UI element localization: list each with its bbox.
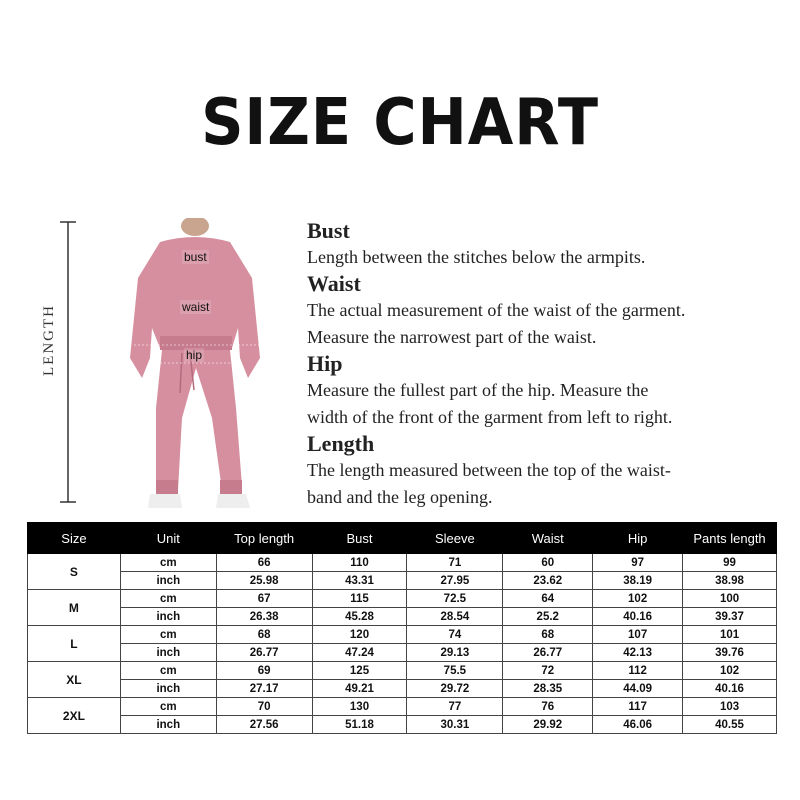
value-cell: 69 [216, 662, 312, 680]
definition-text: Measure the narrowest part of the waist. [307, 327, 597, 347]
value-cell: 99 [683, 554, 777, 572]
value-cell: 30.31 [407, 716, 503, 734]
model-figure [120, 218, 270, 510]
value-cell: 40.55 [683, 716, 777, 734]
column-header: Hip [593, 523, 683, 554]
definition-text: The actual measurement of the waist of the garment. [307, 300, 686, 320]
definition-term: Hip [307, 351, 343, 376]
value-cell: 40.16 [593, 608, 683, 626]
value-cell: 72 [503, 662, 593, 680]
size-cell: XL [28, 662, 121, 698]
unit-cell: cm [120, 554, 216, 572]
value-cell: 74 [407, 626, 503, 644]
value-cell: 97 [593, 554, 683, 572]
definition-term: Bust [307, 218, 350, 243]
value-cell: 100 [683, 590, 777, 608]
value-cell: 102 [683, 662, 777, 680]
table-row [28, 572, 777, 590]
value-cell: 103 [683, 698, 777, 716]
value-cell: 117 [593, 698, 683, 716]
table-row [28, 626, 777, 644]
size-table [27, 522, 777, 734]
value-cell: 28.35 [503, 680, 593, 698]
value-cell: 26.38 [216, 608, 312, 626]
value-cell: 67 [216, 590, 312, 608]
value-cell: 28.54 [407, 608, 503, 626]
unit-cell: cm [120, 626, 216, 644]
waist-tag: waist [182, 300, 210, 314]
table-row [28, 590, 777, 608]
value-cell: 45.28 [312, 608, 407, 626]
value-cell: 115 [312, 590, 407, 608]
value-cell: 120 [312, 626, 407, 644]
value-cell: 125 [312, 662, 407, 680]
definition-term: Length [307, 431, 375, 456]
value-cell: 25.2 [503, 608, 593, 626]
column-header: Top length [216, 523, 312, 554]
value-cell: 130 [312, 698, 407, 716]
column-header: Pants length [683, 523, 777, 554]
value-cell: 68 [216, 626, 312, 644]
value-cell: 110 [312, 554, 407, 572]
length-ruler [58, 220, 78, 504]
column-header: Sleeve [407, 523, 503, 554]
value-cell: 102 [593, 590, 683, 608]
value-cell: 40.16 [683, 680, 777, 698]
unit-cell: cm [120, 590, 216, 608]
table-row [28, 554, 777, 572]
unit-cell: inch [120, 644, 216, 662]
value-cell: 49.21 [312, 680, 407, 698]
size-cell: 2XL [28, 698, 121, 734]
value-cell: 72.5 [407, 590, 503, 608]
hip-tag: hip [186, 348, 203, 362]
unit-cell: inch [120, 716, 216, 734]
table-row [28, 608, 777, 626]
column-header: Bust [312, 523, 407, 554]
table-row [28, 698, 777, 716]
value-cell: 71 [407, 554, 503, 572]
value-cell: 26.77 [503, 644, 593, 662]
size-cell: M [28, 590, 121, 626]
value-cell: 25.98 [216, 572, 312, 590]
unit-cell: inch [120, 572, 216, 590]
page-title: SIZE CHART [201, 86, 599, 160]
value-cell: 64 [503, 590, 593, 608]
value-cell: 38.19 [593, 572, 683, 590]
value-cell: 75.5 [407, 662, 503, 680]
value-cell: 29.13 [407, 644, 503, 662]
definition-text: Length between the stitches below the armpits. [307, 247, 646, 267]
definition-text: width of the front of the garment from left to right. [307, 407, 673, 427]
value-cell: 29.92 [503, 716, 593, 734]
value-cell: 77 [407, 698, 503, 716]
definition-text: The length measured between the top of the waist- [307, 460, 671, 480]
value-cell: 101 [683, 626, 777, 644]
value-cell: 26.77 [216, 644, 312, 662]
value-cell: 47.24 [312, 644, 407, 662]
value-cell: 60 [503, 554, 593, 572]
definition-text: Measure the fullest part of the hip. Measure the [307, 380, 649, 400]
table-row [28, 644, 777, 662]
value-cell: 76 [503, 698, 593, 716]
value-cell: 70 [216, 698, 312, 716]
bust-tag: bust [184, 250, 207, 264]
column-header: Unit [120, 523, 216, 554]
value-cell: 43.31 [312, 572, 407, 590]
table-row [28, 716, 777, 734]
unit-cell: inch [120, 608, 216, 626]
table-header-row [28, 523, 777, 554]
unit-cell: inch [120, 680, 216, 698]
table-row [28, 680, 777, 698]
size-cell: L [28, 626, 121, 662]
column-header: Size [28, 523, 121, 554]
value-cell: 46.06 [593, 716, 683, 734]
length-label: LENGTH [41, 304, 57, 376]
value-cell: 39.37 [683, 608, 777, 626]
size-cell: S [28, 554, 121, 590]
measurement-definitions [307, 218, 787, 511]
value-cell: 66 [216, 554, 312, 572]
column-header: Waist [503, 523, 593, 554]
definition-text: band and the leg opening. [307, 487, 493, 507]
value-cell: 23.62 [503, 572, 593, 590]
value-cell: 29.72 [407, 680, 503, 698]
value-cell: 44.09 [593, 680, 683, 698]
value-cell: 51.18 [312, 716, 407, 734]
unit-cell: cm [120, 662, 216, 680]
value-cell: 39.76 [683, 644, 777, 662]
value-cell: 68 [503, 626, 593, 644]
value-cell: 112 [593, 662, 683, 680]
value-cell: 27.95 [407, 572, 503, 590]
value-cell: 27.17 [216, 680, 312, 698]
value-cell: 27.56 [216, 716, 312, 734]
value-cell: 42.13 [593, 644, 683, 662]
value-cell: 38.98 [683, 572, 777, 590]
definition-term: Waist [307, 271, 361, 296]
unit-cell: cm [120, 698, 216, 716]
value-cell: 107 [593, 626, 683, 644]
table-body [28, 554, 777, 734]
table-row [28, 662, 777, 680]
